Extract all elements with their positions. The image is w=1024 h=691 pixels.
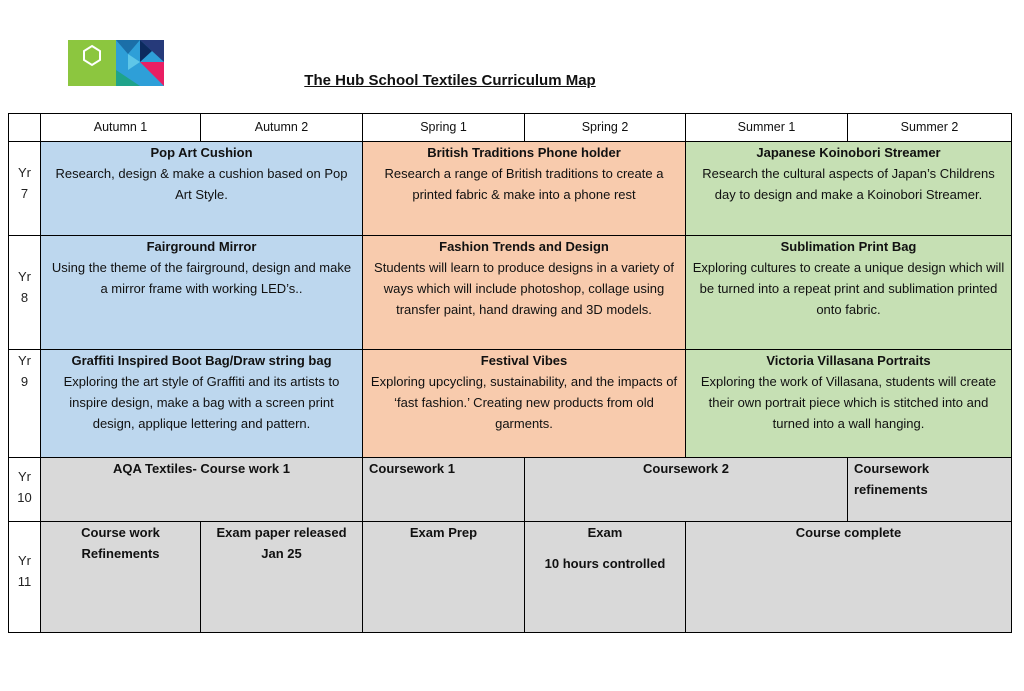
y10-summer2-refinements	[848, 458, 1012, 522]
y10-coursework-2	[525, 458, 848, 522]
coursework-label: Coursework 1	[369, 461, 455, 476]
project-title: Japanese Koinobori Streamer	[756, 145, 941, 160]
y11-spring2-exam	[525, 522, 686, 633]
page-title	[0, 72, 900, 89]
coursework-label: Coursework 2	[643, 461, 729, 476]
y8-autumn-project	[41, 236, 363, 350]
y9-spring-project	[363, 350, 686, 458]
project-title: Victoria Villasana Portraits	[766, 353, 931, 368]
project-description: Students will learn to produce designs in a variety of ways which will include photoshop, collage using transfer paint, hand drawing and 3D models.	[374, 260, 674, 317]
project-title: Pop Art Cushion	[150, 145, 253, 160]
exam-label: Course complete	[795, 525, 902, 540]
y8-spring-project	[363, 236, 686, 350]
year-11-row	[9, 522, 1012, 633]
project-title: Fairground Mirror	[146, 239, 257, 254]
exam-label: Exam Prep	[409, 525, 478, 540]
y11-spring1-exam-prep	[363, 522, 525, 633]
year-label: Yr 7	[9, 142, 41, 236]
project-description: Exploring the art style of Graffiti and its artists to inspire design, make a bag with a screen print design, applique lettering and pattern.	[63, 374, 340, 431]
year-7-row	[9, 142, 1012, 236]
y9-autumn-project	[41, 350, 363, 458]
coursework-label: refinements	[854, 482, 928, 497]
exam-label: Refinements	[81, 546, 160, 561]
coursework-label: AQA Textiles- Course work 1	[113, 461, 290, 476]
project-description: Exploring cultures to create a unique design which will be turned into a repeat print and sublimation printed onto fabric.	[692, 260, 1005, 317]
year-label: Yr 8	[9, 236, 41, 350]
exam-label: Course work	[81, 525, 160, 540]
project-title: Graffiti Inspired Boot Bag/Draw string bag	[71, 353, 332, 368]
term-header: Autumn 1	[41, 114, 201, 142]
term-header: Autumn 2	[201, 114, 363, 142]
y7-summer-project	[686, 142, 1012, 236]
project-description: Exploring the work of Villasana, students will create their own portrait piece which is stitched into and turned into a wall hanging.	[700, 374, 997, 431]
term-header: Summer 2	[848, 114, 1012, 142]
term-header: Spring 2	[525, 114, 686, 142]
y9-summer-project	[686, 350, 1012, 458]
y11-summer-complete	[686, 522, 1012, 633]
curriculum-table	[8, 113, 1012, 633]
project-description: Using the theme of the fairground, design and make a mirror frame with working LED’s..	[51, 260, 352, 296]
term-header: Spring 1	[363, 114, 525, 142]
project-title: Fashion Trends and Design	[439, 239, 609, 254]
y10-autumn-coursework	[41, 458, 363, 522]
year-label: Yr 10	[9, 458, 41, 522]
y7-autumn-project	[41, 142, 363, 236]
year-label: Yr 9	[9, 350, 41, 458]
y8-summer-project	[686, 236, 1012, 350]
y11-autumn1-refinements	[41, 522, 201, 633]
year-label: Yr 11	[9, 522, 41, 633]
y7-spring-project	[363, 142, 686, 236]
year-9-row	[9, 350, 1012, 458]
page-title-text: The Hub School Textiles Curriculum Map	[304, 72, 596, 89]
header-row	[9, 114, 1012, 142]
coursework-label: Coursework	[854, 461, 930, 476]
y11-autumn2-exam-paper	[201, 522, 363, 633]
project-title: British Traditions Phone holder	[427, 145, 621, 160]
exam-label: 10 hours controlled	[544, 556, 666, 571]
project-description: Research, design & make a cushion based on Pop Art Style.	[55, 166, 348, 202]
exam-label: Exam	[587, 525, 623, 540]
exam-label: Jan 25	[261, 546, 302, 561]
project-title: Sublimation Print Bag	[780, 239, 917, 254]
year-10-row	[9, 458, 1012, 522]
term-header: Summer 1	[686, 114, 848, 142]
corner-cell	[9, 114, 41, 142]
project-description: Research the cultural aspects of Japan’s Childrens day to design and make a Koinobori Streamer.	[702, 166, 995, 202]
exam-label: Exam paper released	[216, 525, 347, 540]
project-description: Exploring upcycling, sustainability, and the impacts of ‘fast fashion.’ Creating new products from old garments.	[370, 374, 678, 431]
y10-spring1-coursework	[363, 458, 525, 522]
project-title: Festival Vibes	[480, 353, 568, 368]
project-description: Research a range of British traditions to create a printed fabric & make into a phone rest	[384, 166, 664, 202]
year-8-row	[9, 236, 1012, 350]
